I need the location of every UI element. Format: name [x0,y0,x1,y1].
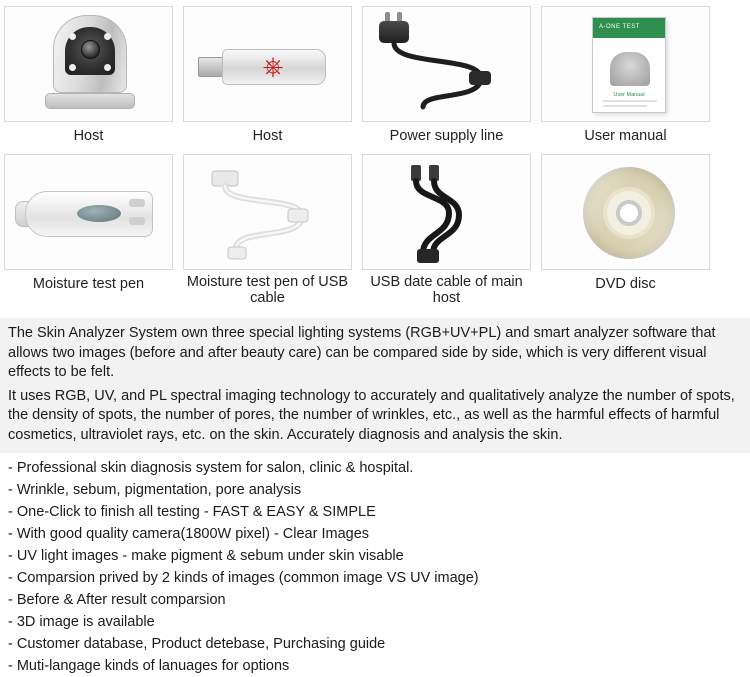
camera-lens-icon [81,40,100,59]
product-caption: DVD disc [595,276,656,292]
feature-item: - Muti-langage kinds of lanuages for options [8,658,290,674]
feature-item: - 3D image is available [8,614,155,630]
description-paragraph-2: It uses RGB, UV, and PL spectral imaging technology to accurately and qualitatively analyze the number of spots, the density of spots, the number of pores, the number of wrinkles, etc., as well as the harmful effects of harmful cosmetics, ultraviolet rays, etc. on the skin. Accurately diagnosis and analysis the skin. [8,387,735,443]
product-cell [4,6,173,152]
product-cell [541,154,710,310]
product-image-grid [0,0,750,310]
host-led-icon [104,64,111,71]
description-paragraph-1: The Skin Analyzer System own three special lighting systems (RGB+UV+PL) and smart analyzer software that allows two images (before and after beauty care) can be compared side by side, which is very different visual effects to be felt. [8,325,716,380]
black-usb-cable-icon [362,154,531,270]
host-led-icon [69,33,76,40]
product-caption: Host [73,128,104,144]
feature-item: - Comparsion prived by 2 kinds of images (common image VS UV image) [8,570,479,586]
product-cell [183,154,352,310]
booklet-header-title: A-ONE TEST [599,24,640,30]
booklet-text-line [603,105,647,107]
cable-curve-shape [363,7,532,123]
pen-button-icon [129,217,145,225]
product-caption: User manual [584,128,667,144]
product-cell [183,6,352,152]
feature-item: - Wrinkle, sebum, pigmentation, pore analysis [8,482,302,498]
white-usb-cable-icon [183,154,352,270]
black-cable-shape [363,155,532,271]
moisture-test-pen-icon [4,154,173,270]
feature-list [0,453,750,677]
booklet-cover-image [610,52,650,86]
host-base-shape [45,93,135,109]
feature-item: - One-Click to finish all testing - FAST & EASY & SIMPLE [8,504,376,520]
booklet-cover-caption: User Manual [613,92,645,98]
pen-sensor-shape [77,205,121,222]
pen-button-icon [129,199,145,207]
product-caption: Host [252,128,283,144]
feature-item: - Before & After result comparsion [8,592,226,608]
product-caption: Power supply line [389,128,504,144]
user-manual-booklet-icon [541,6,710,122]
booklet-shape [592,17,666,113]
host-led-icon [69,64,76,71]
dvd-sheen-overlay [583,167,675,259]
booklet-header-band [593,18,665,38]
dvd-disc-icon [541,154,710,270]
product-caption: Moisture test pen [32,276,145,292]
feature-item: - With good quality camera(1800W pixel) - Clear Images [8,526,370,542]
host-led-icon [104,33,111,40]
usb-trident-icon: ⎈ [262,52,284,82]
power-cable-icon [362,6,531,122]
analyzer-host-icon [4,6,173,122]
feature-item: - Customer database, Product detebase, Purchasing guide [8,636,386,652]
product-cell [541,6,710,152]
feature-item: - UV light images - make pigment & sebum under skin visable [8,548,404,564]
white-cable-shape [184,155,353,271]
product-caption: Moisture test pen of USB cable [186,274,349,306]
product-cell [4,154,173,310]
feature-item: - Professional skin diagnosis system for salon, clinic & hospital. [8,460,414,476]
product-cell [362,6,531,152]
usb-flash-drive-icon [183,6,352,122]
booklet-text-line [603,100,657,102]
product-cell [362,154,531,310]
product-caption: USB date cable of main host [370,274,523,306]
description-block [0,318,750,453]
